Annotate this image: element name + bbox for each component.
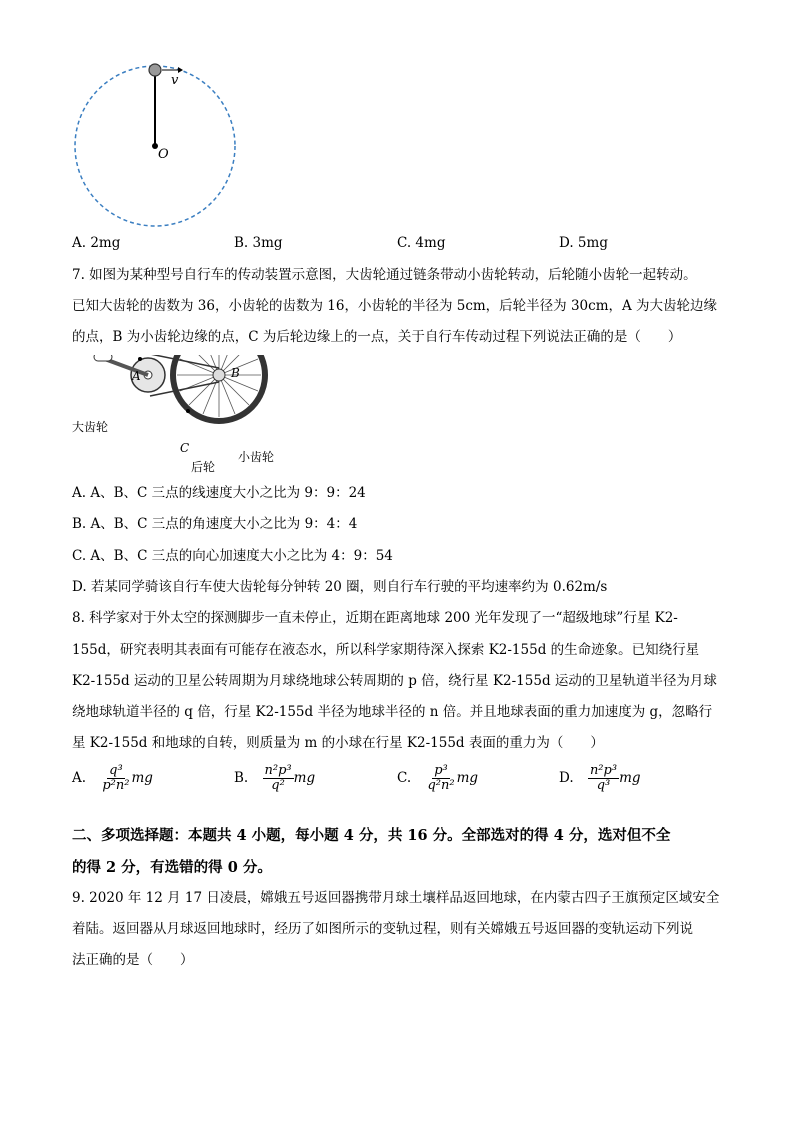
label-a: A [132,369,141,383]
q8-option-a-letter: A. [72,770,87,786]
label-b: B [231,366,240,380]
section2-heading-line-1: 二、多项选择题：本题共 4 小题，每小题 4 分，共 16 分。全部选对的得 4 分，选对但不全 [72,827,671,844]
q8-option-b: B. $\frac{\text{n²p³}}{\text{q²}}$ mg [234,763,316,793]
q9-stem-line-3: 法正确的是（ ） [72,952,194,968]
circular-motion-figure [70,60,242,228]
label-small-gear: 小齿轮 [238,450,275,464]
velocity-arrowhead [178,67,183,73]
q8-stem-line-3: K2-155d 运动的卫星公转周期为月球绕地球公转周期的 p 倍，绕行星 K2-155d 运动的卫星轨道半径为月球 [72,673,717,689]
pedal [94,355,112,361]
q8-stem-line-4: 绕地球轨道半径的 q 倍，行星 K2-155d 半径为地球半径的 n 倍。并且地球表面的重力加速度为 g，忽略行 [72,704,713,720]
section2-heading-line-2: 的得 2 分，有选错的得 0 分。 [72,859,272,876]
velocity-label: v [171,73,179,88]
q8-option-a: A. $\frac{\text{q³}}{\text{p²n²}}$ mg [72,763,153,793]
q8-stem-line-2: 155d，研究表明其表面有可能存在液态水，所以科学家期待深入探索 K2-155d 的生命迹象。已知绕行星 [72,642,700,658]
q6-option-c: C. 4mg [397,235,446,251]
label-rear-wheel: 后轮 [191,460,216,474]
q8-option-d: D. $\frac{\text{n²p³}}{\text{q³}}$ mg [559,763,641,793]
point-a [138,357,142,361]
small-gear [213,369,225,381]
q7-stem-line-1: 7. 如图为某种型号自行车的传动装置示意图，大齿轮通过链条带动小齿轮转动，后轮随小齿轮一起转动。 [72,267,697,283]
label-big-gear: 大齿轮 [72,420,109,434]
q7-option-d: D. 若某同学骑该自行车使大齿轮每分钟转 20 圈，则自行车行驶的平均速率约为 0.62m/s [72,579,608,595]
q8-option-c-letter: C. [397,770,412,786]
q8-stem-line-5: 星 K2-155d 和地球的自转，则质量为 m 的小球在行星 K2-155d 表面的重力为（ ） [72,735,604,751]
q8-stem-line-1: 8. 科学家对于外太空的探测脚步一直未停止，近期在距离地球 200 光年发现了一“超级地球”行星 K2- [72,610,678,626]
q7-option-c: C. A、B、C 三点的向心加速度大小之比为 4：9：54 [72,548,393,564]
q6-option-b: B. 3mg [234,235,283,251]
q8-option-c-fraction: $\frac{\text{p³}}{\text{q²n²}}$ [427,763,455,793]
q9-stem-line-1: 9. 2020 年 12 月 17 日凌晨，嫦娥五号返回器携带月球土壤样品返回地球，在内蒙古四子王旗预定区域安全 [72,890,720,906]
ball [149,64,161,76]
q8-option-d-letter: D. [559,770,574,786]
label-c: C [180,441,190,455]
q8-option-b-letter: B. [234,770,249,786]
q6-option-a: A. 2mg [72,235,121,251]
q8-option-c: C. $\frac{\text{p³}}{\text{q²n²}}$ mg [397,763,479,793]
q7-stem-line-3: 的点，B 为小齿轮边缘的点，C 为后轮边缘上的一点，关于自行车传动过程下列说法正确的是（ ） [72,329,682,345]
point-c [186,409,190,413]
q8-option-d-fraction: $\frac{\text{n²p³}}{\text{q³}}$ [589,763,618,793]
q7-stem-line-2: 已知大齿轮的齿数为 36，小齿轮的齿数为 16，小齿轮的半径为 5cm，后轮半径为 30cm，A 为大齿轮边缘 [72,298,718,314]
q7-option-a: A. A、B、C 三点的线速度大小之比为 9：9：24 [72,485,366,501]
center-label: O [158,147,169,162]
q8-option-b-fraction: $\frac{\text{n²p³}}{\text{q²}}$ [264,763,292,793]
q9-stem-line-2: 着陆。返回器从月球返回地球时，经历了如图所示的变轨过程，则有关嫦娥五号返回器的变轨运动下列说 [72,921,693,937]
q8-option-a-fraction: $\frac{\text{q³}}{\text{p²n²}}$ [102,763,130,793]
q6-option-d: D. 5mg [559,235,608,251]
q7-option-b: B. A、B、C 三点的角速度大小之比为 9：4：4 [72,516,358,532]
